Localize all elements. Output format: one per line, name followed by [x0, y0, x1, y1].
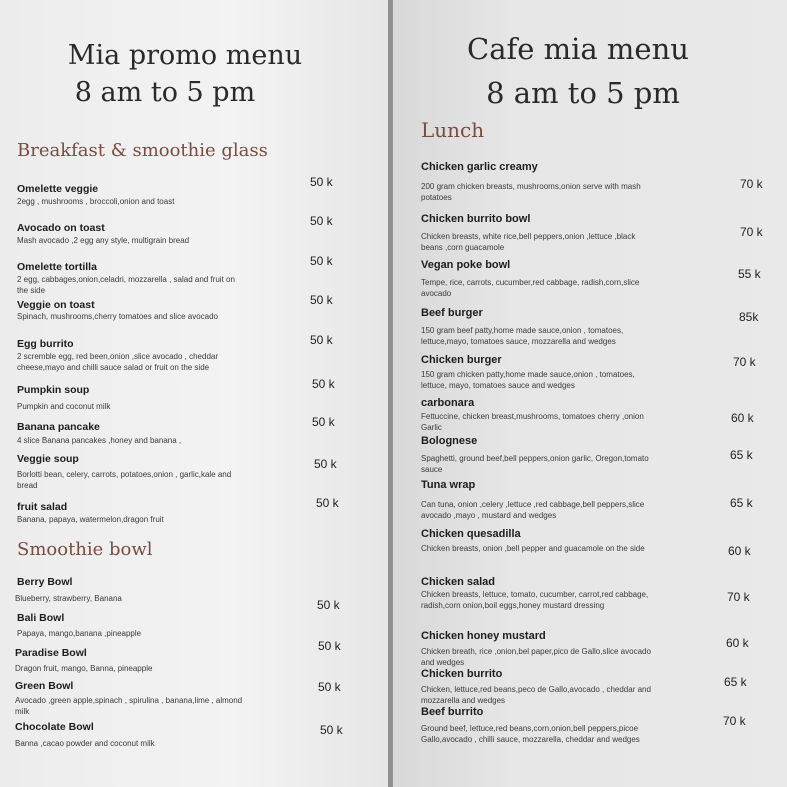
item-price: 50 k — [310, 333, 333, 347]
item-price: 60 k — [728, 544, 751, 558]
item-description: 2 scremble egg, red been,onion ,slice avocado , cheddar cheese,mayo and chilli sauce salad or fruit on the side — [17, 352, 219, 372]
item-name: carbonara — [421, 397, 475, 409]
item-price: 50 k — [310, 175, 333, 189]
item-name: Bolognese — [421, 435, 478, 447]
item-name: fruit salad — [17, 501, 68, 513]
item-name: Chicken burrito bowl — [421, 213, 531, 225]
item-description: 150 gram beef patty,home made sauce,onion , tomatoes, lettuce,mayo, tomatoes sauce, mozzarella and wedges — [421, 326, 624, 346]
item-price: 50 k — [312, 415, 335, 429]
item-name: Bali Bowl — [17, 612, 65, 624]
item-name: Chicken quesadilla — [421, 528, 521, 540]
promo-menu-page — [0, 0, 388, 787]
item-price: 50 k — [312, 377, 335, 391]
item-description: 200 gram chicken breasts, mushrooms,onion serve with mash potatoes — [421, 182, 641, 202]
item-price: 50 k — [316, 496, 339, 510]
item-description: Borlotti bean, celery, carrots, potatoes,onion , garlic,kale and bread — [17, 470, 232, 490]
item-description: Chicken breath, rice ,onion,bel paper,pico de Gallo,slice avocado and wedges — [421, 647, 651, 667]
item-name: Banana pancake — [17, 421, 100, 433]
item-name: Beef burger — [421, 307, 483, 319]
item-description: Mash avocado ,2 egg any style, multigrain bread — [17, 236, 190, 245]
item-price: 65 k — [724, 675, 747, 689]
item-name: Veggie soup — [17, 453, 79, 465]
item-description: 150 gram chicken patty,home made sauce,onion , tomatoes, lettuce, mayo, tomatoes sauce and wedges — [421, 370, 635, 390]
cafe-menu-hours: 8 am to 5 pm — [486, 76, 680, 110]
item-name: Veggie on toast — [17, 299, 95, 311]
item-description: Banana, papaya, watermelon,dragon fruit — [17, 515, 164, 524]
item-price: 65 k — [730, 448, 753, 462]
item-price: 50 k — [310, 214, 333, 228]
item-price: 50 k — [318, 680, 341, 694]
item-name: Green Bowl — [15, 680, 74, 692]
item-description: Ground beef, lettuce,red beans,corn,onion,bell peppers,picoe Gallo,avocado , chilli sauce, mozzarella, cheddar and wedges — [421, 724, 640, 744]
item-price: 50 k — [310, 254, 333, 268]
item-description: Avocado ,green apple,spinach , spirulina , banana,lime , almond milk — [15, 696, 243, 716]
cafe-menu-title: Cafe mia menu — [467, 32, 689, 66]
item-name: Chicken burrito — [421, 668, 503, 680]
item-name: Pumpkin soup — [17, 384, 90, 396]
item-price: 70 k — [727, 590, 750, 604]
item-name: Chicken honey mustard — [421, 630, 546, 642]
item-name: Chicken burger — [421, 354, 502, 366]
item-price: 70 k — [733, 355, 756, 369]
item-price: 85k — [739, 310, 759, 324]
item-description: Chicken breasts, white rice,bell peppers,onion ,lettuce ,black beans ,corn guacamole — [421, 232, 636, 252]
item-price: 50 k — [320, 723, 343, 737]
item-description: Fettuccine, chicken breast,mushrooms, tomatoes cherry ,onion Garlic — [421, 412, 644, 432]
item-price: 55 k — [738, 267, 761, 281]
item-name: Vegan poke bowl — [421, 259, 511, 271]
item-description: Can tuna, onion ,celery ,lettuce ,red cabbage,bell peppers,slice avocado ,mayo , mustard and wedges — [421, 500, 645, 520]
section-smoothie-bowl-heading: Smoothie bowl — [17, 539, 153, 560]
item-name: Berry Bowl — [17, 576, 73, 588]
item-description: Spaghetti, ground beef,bell peppers,onion garlic, Oregon,tomato sauce — [421, 454, 649, 474]
cafe-menu-page — [393, 0, 787, 787]
item-description: 4 slice Banana pancakes ,honey and banana , — [17, 436, 182, 445]
promo-menu-hours: 8 am to 5 pm — [74, 77, 256, 108]
item-price: 50 k — [317, 598, 340, 612]
item-price: 50 k — [314, 457, 337, 471]
item-price: 50 k — [318, 639, 341, 653]
section-breakfast-heading: Breakfast & smoothie glass — [17, 140, 268, 161]
item-name: Beef burrito — [421, 706, 484, 718]
item-price: 70 k — [723, 714, 746, 728]
item-description: Chicken breasts, onion ,bell pepper and guacamole on the side — [421, 544, 645, 553]
item-description: Papaya, mango,banana ,pineapple — [17, 629, 142, 638]
item-name: Tuna wrap — [421, 479, 476, 491]
item-price: 60 k — [726, 636, 749, 650]
item-description: Chicken, lettuce,red beans,peco de Gallo,avocado , cheddar and mozzarella and wedges — [421, 685, 651, 705]
item-name: Chicken garlic creamy — [421, 161, 538, 173]
item-price: 60 k — [731, 411, 754, 425]
item-price: 65 k — [730, 496, 753, 510]
item-price: 70 k — [740, 225, 763, 239]
item-description: Spinach, mushrooms,cherry tomatoes and slice avocado — [17, 312, 218, 321]
item-description: 2egg , mushrooms , broccoli,onion and toast — [17, 197, 175, 206]
item-name: Omelette veggie — [17, 183, 99, 195]
item-name: Avocado on toast — [17, 222, 105, 234]
item-price: 70 k — [740, 177, 763, 191]
item-name: Chocolate Bowl — [15, 721, 94, 733]
item-name: Paradise Bowl — [15, 647, 87, 659]
item-description: Tempe, rice, carrots, cucumber,red cabbage, radish,corn,slice avocado — [421, 278, 640, 298]
item-description: Pumpkin and coconut milk — [17, 402, 111, 411]
item-description: Dragon fruit, mango, Banna, pineapple — [15, 664, 153, 673]
section-lunch-heading: Lunch — [421, 118, 485, 142]
item-description: 2 egg, cabbages,onion,celadri, mozzarella , salad and fruit on the side — [17, 275, 235, 295]
item-description: Chicken breasts, lettuce, tomato, cucumber, carrot,red cabbage, radish,corn onion,boil eggs,honey mustard dressing — [421, 590, 649, 610]
item-description: Blueberry, strawberry, Banana — [15, 594, 122, 603]
item-description: Banna ,cacao powder and coconut milk — [15, 739, 155, 748]
item-name: Chicken salad — [421, 576, 495, 588]
promo-menu-title: Mia promo menu — [67, 40, 303, 71]
item-price: 50 k — [310, 293, 333, 307]
item-name: Egg burrito — [17, 338, 74, 350]
item-name: Omelette tortilla — [17, 261, 97, 273]
